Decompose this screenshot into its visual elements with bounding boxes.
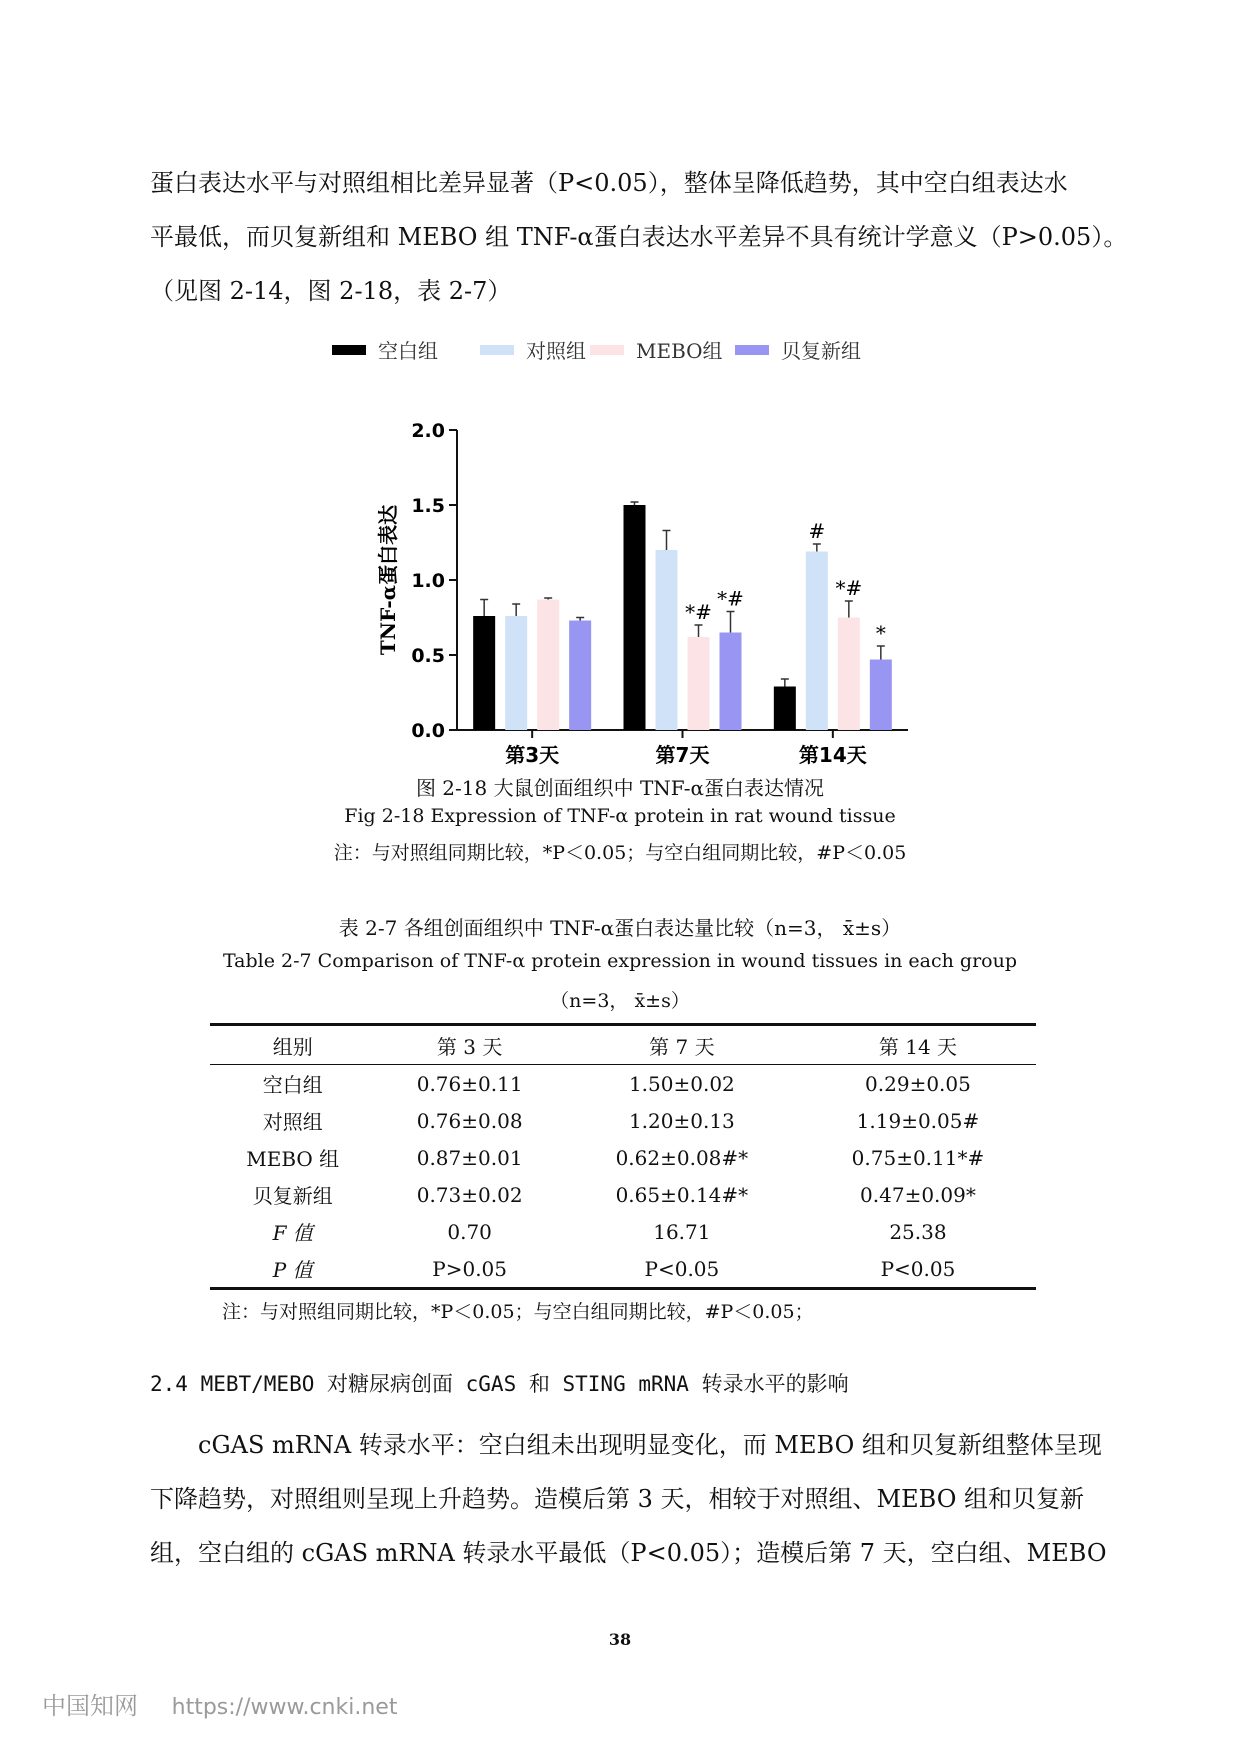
table-cell: P<0.05 bbox=[800, 1250, 1036, 1289]
table-header-cell: 第 3 天 bbox=[375, 1025, 563, 1065]
significance-mark: *# bbox=[717, 586, 744, 611]
x-tick-label: 第3天 bbox=[505, 743, 560, 767]
bar bbox=[505, 616, 527, 730]
table-cell: 0.62±0.08#* bbox=[615, 1145, 749, 1170]
table-cell: P>0.05 bbox=[375, 1250, 563, 1289]
table-cell: 0.47±0.09* bbox=[860, 1182, 976, 1207]
y-axis-label: TNF-α蛋白表达 bbox=[376, 504, 400, 656]
table-cell: 0.87±0.01 bbox=[416, 1145, 523, 1170]
figure-note: 注：与对照组同期比较，*P＜0.05；与空白组同期比较，#P＜0.05 bbox=[333, 842, 907, 864]
table-cell: 贝复新组 bbox=[252, 1184, 333, 1208]
figure-caption-cn: 图 2-18 大鼠创面组织中 TNF-α蛋白表达情况 bbox=[415, 776, 825, 800]
cnki-watermark bbox=[42, 1686, 397, 1721]
text-line: 下降趋势，对照组则呈现上升趋势。造模后第 3 天，相较于对照组、MEBO 组和贝复新 bbox=[150, 1485, 1085, 1513]
legend-label: 空白组 bbox=[378, 339, 438, 363]
bar bbox=[870, 660, 892, 731]
table-cell: 1.50±0.02 bbox=[628, 1071, 735, 1096]
data-table bbox=[210, 1023, 1036, 1290]
bar bbox=[537, 600, 559, 731]
legend-label: MEBO组 bbox=[636, 339, 723, 363]
table-caption-en-2: （n=3， x̄±s） bbox=[550, 990, 690, 1012]
legend-swatch bbox=[590, 345, 624, 355]
body-paragraph-2 bbox=[150, 1418, 1107, 1580]
table-cell: 16.71 bbox=[653, 1219, 711, 1244]
table-cell: 0.76±0.11 bbox=[416, 1071, 523, 1096]
table-caption-cn: 表 2-7 各组创面组织中 TNF-α蛋白表达量比较（n=3， x̄±s） bbox=[338, 916, 902, 940]
table-row bbox=[210, 1213, 1036, 1250]
table-header-cell: 第 14 天 bbox=[800, 1025, 1036, 1065]
text-line: cGAS mRNA 转录水平：空白组未出现明显变化，而 MEBO 组和贝复新组整体呈现 bbox=[198, 1431, 1102, 1459]
table-header-cell: 组别 bbox=[210, 1025, 375, 1065]
table-row bbox=[210, 1139, 1036, 1176]
body-paragraph-1 bbox=[150, 156, 1128, 318]
legend-swatch bbox=[735, 345, 769, 355]
y-tick-label: 1.5 bbox=[411, 495, 445, 517]
x-tick-label: 第7天 bbox=[655, 743, 710, 767]
y-tick-label: 2.0 bbox=[411, 420, 445, 442]
bar bbox=[720, 633, 742, 731]
table-row bbox=[210, 1176, 1036, 1213]
bar bbox=[688, 637, 710, 730]
table-cell: 对照组 bbox=[262, 1110, 323, 1134]
table-cell: P 值 bbox=[210, 1250, 375, 1289]
bar bbox=[774, 687, 796, 731]
table-header-row bbox=[210, 1025, 1036, 1065]
table-cell: 0.75±0.11*# bbox=[851, 1145, 985, 1170]
watermark-brand: 中国知网 bbox=[42, 1692, 138, 1720]
figure-caption-en: Fig 2-18 Expression of TNF-α protein in rat wound tissue bbox=[344, 805, 896, 827]
table-cell: F 值 bbox=[272, 1221, 313, 1245]
bar-chart bbox=[320, 330, 920, 767]
table-cell: 0.73±0.02 bbox=[416, 1182, 523, 1207]
y-tick-label: 1.0 bbox=[411, 570, 445, 592]
table-row bbox=[210, 1065, 1036, 1103]
table-cell: MEBO 组 bbox=[246, 1147, 340, 1171]
text-line: 蛋白表达水平与对照组相比差异显著（P<0.05），整体呈降低趋势，其中空白组表达水 bbox=[150, 169, 1068, 197]
y-tick-label: 0.0 bbox=[411, 720, 445, 742]
significance-mark: * bbox=[875, 621, 886, 645]
table-row bbox=[210, 1250, 1036, 1289]
table-cell: 1.19±0.05# bbox=[856, 1108, 980, 1133]
chart-svg bbox=[320, 330, 920, 767]
watermark-url: https://www.cnki.net bbox=[171, 1695, 398, 1720]
table-cell: 0.76±0.08 bbox=[416, 1108, 523, 1133]
bar bbox=[838, 618, 860, 731]
bar bbox=[473, 616, 495, 730]
significance-mark: *# bbox=[685, 600, 712, 624]
table-cell: 空白组 bbox=[262, 1073, 323, 1097]
table-row bbox=[210, 1102, 1036, 1139]
y-tick-label: 0.5 bbox=[411, 645, 445, 667]
text-line: 组，空白组的 cGAS mRNA 转录水平最低（P<0.05）；造模后第 7 天，空白组、MEBO bbox=[150, 1539, 1107, 1567]
legend-label: 对照组 bbox=[526, 339, 586, 363]
table-cell: 25.38 bbox=[889, 1219, 947, 1244]
significance-mark: # bbox=[808, 519, 826, 543]
significance-mark: *# bbox=[835, 576, 863, 600]
bar bbox=[624, 505, 646, 730]
table-cell: 1.20±0.13 bbox=[628, 1108, 735, 1133]
table-cell: 0.29±0.05 bbox=[865, 1071, 971, 1096]
x-tick-label: 第14天 bbox=[798, 743, 867, 767]
table-note: 注：与对照组同期比较，*P＜0.05；与空白组同期比较，#P＜0.05； bbox=[222, 1301, 814, 1323]
table-cell: 0.70 bbox=[447, 1219, 492, 1244]
table-caption-en: Table 2-7 Comparison of TNF-α protein expression in wound tissues in each group bbox=[222, 950, 1018, 972]
text-line: （见图 2-14，图 2-18，表 2-7） bbox=[150, 277, 512, 305]
table-cell: P<0.05 bbox=[564, 1250, 800, 1289]
bar bbox=[806, 552, 828, 731]
text-line: 平最低，而贝复新组和 MEBO 组 TNF-α蛋白表达水平差异不具有统计学意义（P>0.05）。 bbox=[150, 223, 1128, 251]
legend-label: 贝复新组 bbox=[781, 339, 861, 363]
table-cell: 0.65±0.14#* bbox=[615, 1182, 749, 1207]
legend-swatch bbox=[480, 345, 514, 355]
bar bbox=[656, 550, 678, 730]
table-header-cell: 第 7 天 bbox=[564, 1025, 800, 1065]
section-heading: 2.4 MEBT/MEBO 对糖尿病创面 cGAS 和 STING mRNA 转录水平的影响 bbox=[150, 1372, 849, 1396]
bar bbox=[569, 621, 591, 731]
legend-swatch bbox=[332, 345, 366, 355]
page-number: 38 bbox=[608, 1630, 632, 1649]
